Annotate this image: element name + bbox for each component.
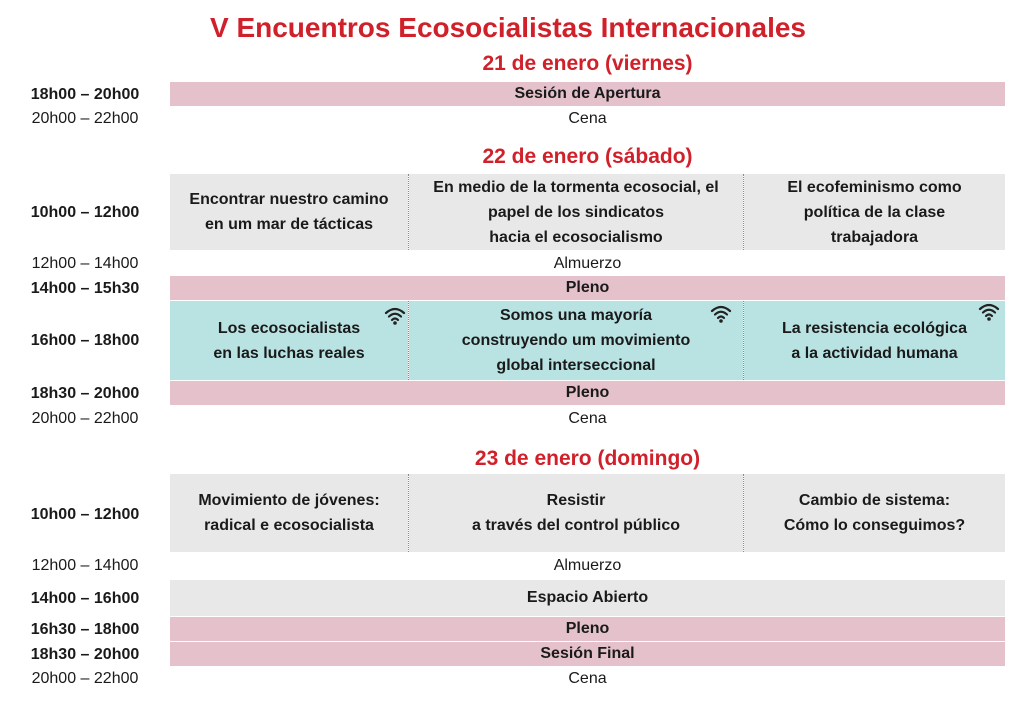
meal-label: Cena — [568, 670, 607, 687]
time-slot: 10h00 – 12h00 — [30, 204, 140, 221]
time-slot: 20h00 – 22h00 — [31, 410, 139, 427]
open-space-bar: Espacio Abierto — [170, 580, 1005, 616]
page-title: V Encuentros Ecosocialistas Internacionales — [210, 12, 806, 43]
session-title: Encontrar nuestro camino en um mar de tácticas — [189, 191, 389, 233]
hybrid-session — [744, 301, 1005, 380]
session-title: Resistir a través del control público — [471, 492, 681, 534]
plenary-bar: Pleno — [170, 381, 1005, 405]
session-title: Los ecosocialistas en las luchas reales — [213, 319, 365, 362]
time-slot: 18h00 – 20h00 — [30, 86, 140, 103]
hybrid-session — [409, 301, 743, 380]
plenary-bar: Pleno — [170, 617, 1005, 641]
time-slot: 16h30 – 18h00 — [30, 621, 140, 638]
day-heading: 21 de enero (viernes) — [482, 52, 693, 75]
session-title: En medio de la tormenta ecosocial, el papel de los sindicatos hacia el ecosocialismo — [433, 178, 719, 246]
time-slot: 18h30 – 20h00 — [30, 385, 140, 402]
workshop-session — [170, 474, 408, 552]
meal-label: Cena — [568, 410, 607, 427]
time-slot: 14h00 – 15h30 — [30, 280, 140, 297]
meal-label: Almuerzo — [553, 255, 622, 272]
time-slot: 14h00 – 16h00 — [30, 590, 140, 607]
workshop-session — [744, 174, 1005, 250]
time-slot: 20h00 – 22h00 — [31, 670, 139, 687]
workshop-session — [409, 174, 743, 250]
plenary-bar: Sesión de Apertura — [170, 82, 1005, 106]
session-title: Movimiento de jóvenes: radical e ecosocialista — [198, 492, 380, 534]
time-slot: 20h00 – 22h00 — [31, 110, 139, 127]
closing-session-bar: Sesión Final — [170, 642, 1005, 666]
hybrid-session — [170, 301, 408, 380]
session-title: Cambio de sistema: Cómo lo conseguimos? — [783, 492, 966, 534]
session-title: El ecofeminismo como política de la clase trabajadora — [787, 178, 962, 246]
time-slot: 12h00 – 14h00 — [31, 557, 139, 574]
wifi-icon — [384, 306, 406, 326]
wifi-icon — [978, 302, 1000, 322]
day-heading: 23 de enero (domingo) — [474, 447, 701, 470]
session-title: Somos una mayoría construyendo um movimiento global interseccional — [461, 307, 691, 374]
workshop-session — [409, 474, 743, 552]
wifi-icon — [710, 304, 732, 324]
workshop-session — [744, 474, 1005, 552]
session-title: La resistencia ecológica a la actividad humana — [782, 319, 967, 362]
time-slot: 16h00 – 18h00 — [30, 332, 140, 349]
meal-label: Almuerzo — [553, 557, 622, 574]
meal-label: Cena — [568, 110, 607, 127]
time-slot: 12h00 – 14h00 — [31, 255, 139, 272]
workshop-session — [170, 174, 408, 250]
day-heading: 22 de enero (sábado) — [482, 145, 693, 168]
time-slot: 10h00 – 12h00 — [30, 506, 140, 523]
time-slot: 18h30 – 20h00 — [30, 646, 140, 663]
plenary-bar: Pleno — [170, 276, 1005, 300]
